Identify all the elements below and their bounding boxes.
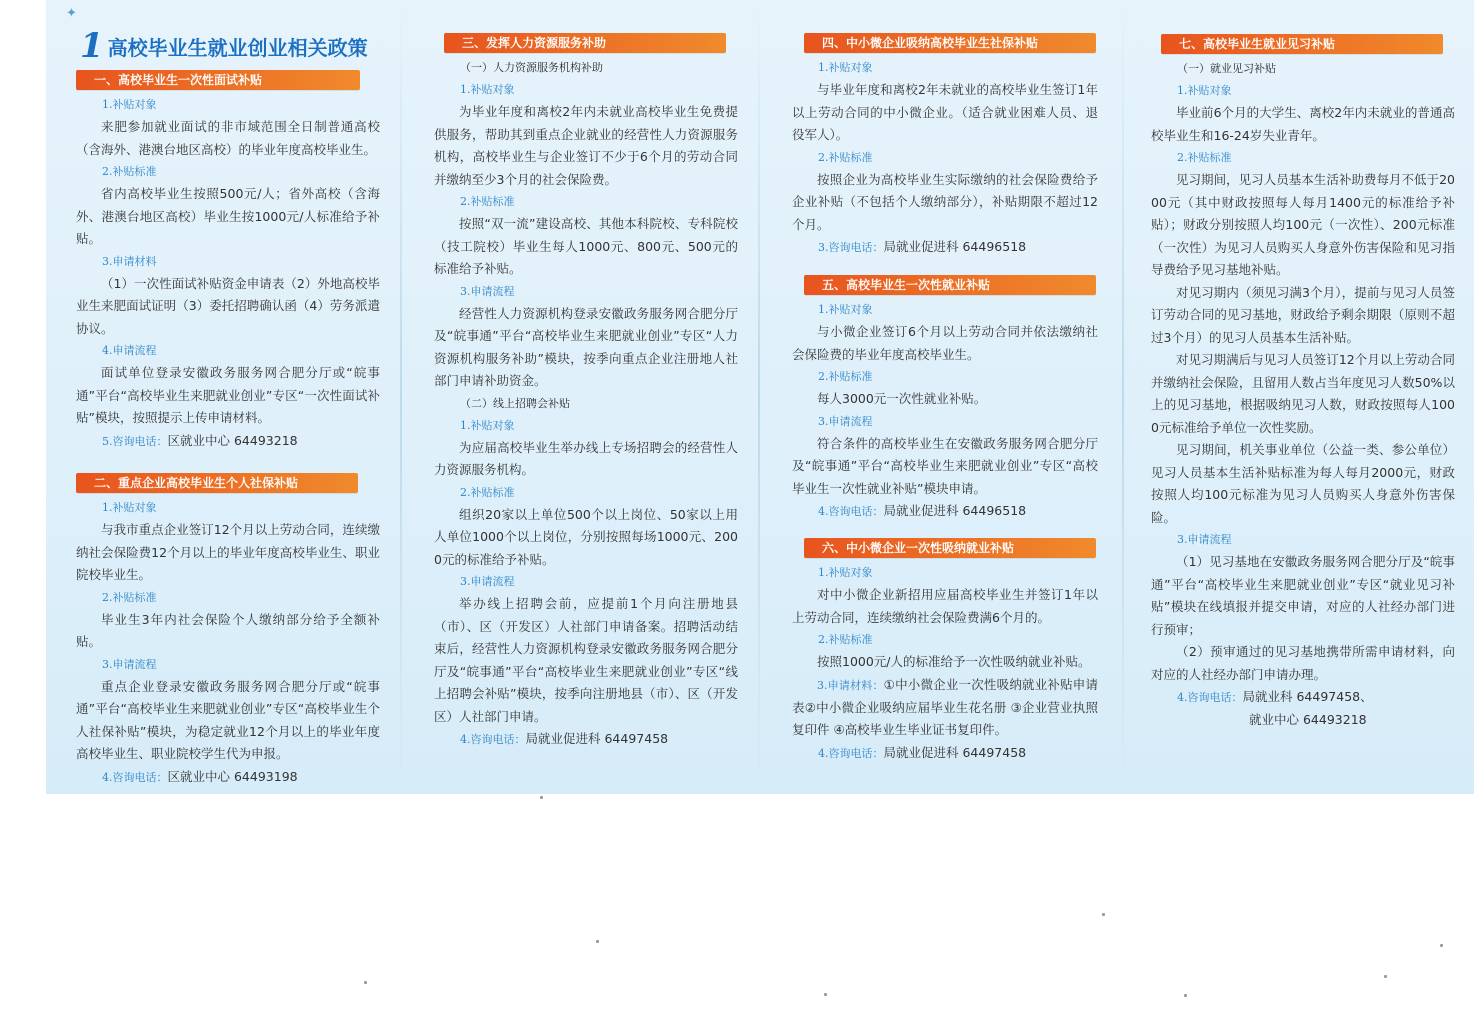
phone-label: 5.咨询电话：	[102, 434, 168, 448]
paragraph: 来肥参加就业面试的非市域范围全日制普通高校（含海外、港澳台地区高校）的毕业年度高校毕业生。	[76, 119, 380, 157]
title-number: 1	[80, 26, 104, 66]
phone-label: 4.咨询电话：	[818, 505, 884, 518]
subheading: 1.补贴对象	[818, 566, 873, 579]
consult-phone	[434, 728, 738, 751]
scan-speck	[540, 796, 543, 799]
phone-value: 局就业促进科 64496518	[883, 503, 1027, 518]
subheading: 2.补贴标准	[818, 633, 873, 646]
phone-label: 4.咨询电话：	[1177, 691, 1243, 704]
consult-phone-secondary: 就业中心 64493218	[1249, 712, 1367, 727]
paragraph: 毕业前6个月的大学生、离校2年内未就业的普通高校毕业生和16-24岁失业青年。	[1151, 105, 1455, 143]
phone-label: 4.咨询电话：	[102, 770, 168, 784]
subheading: 2.补贴标准	[102, 590, 157, 604]
phone-value: 局就业促进科 64497458	[525, 731, 669, 746]
dot-icon: ✦	[66, 6, 77, 21]
paragraph: 与小微企业签订6个月以上劳动合同并依法缴纳社会保险费的毕业年度高校毕业生。	[792, 324, 1098, 362]
section-header: 二、重点企业高校毕业生个人社保补贴	[76, 473, 358, 493]
paragraph: 重点企业登录安徽政务服务网合肥分厅或“皖事通”平台“高校毕业生来肥就业创业”专区“高校毕业生个人社保补贴”模块，为稳定就业12个月以上的毕业年度高校毕业生、职业院校学生代为申报。	[76, 678, 380, 761]
scan-speck	[1102, 913, 1105, 916]
title-text: 高校毕业生就业创业相关政策	[107, 35, 368, 60]
paragraph: 按照“双一流”建设高校、其他本科院校、专科院校（技工院校）毕业生每人1000元、800元、500元的标准给予补贴。	[434, 216, 738, 276]
column-4	[1151, 0, 1455, 794]
subheading: 1.补贴对象	[818, 303, 873, 316]
section-header: 六、中小微企业一次性吸纳就业补贴	[804, 538, 1096, 558]
subheading: 1.补贴对象	[460, 83, 515, 96]
section-one-time-employment	[792, 275, 1098, 523]
subheading: 2.补贴标准	[818, 150, 873, 164]
subheading: 3.申请流程	[1177, 533, 1232, 546]
phone-value: 区就业中心 64493218	[167, 432, 298, 448]
subheading: 2.补贴标准	[460, 195, 515, 208]
consult-phone	[792, 742, 1098, 765]
phone-value: 区就业中心 64493198	[167, 768, 298, 784]
paragraph: 每人3000元一次性就业补贴。	[817, 391, 987, 406]
phone-value: 局就业促进科 64497458	[883, 744, 1027, 760]
scan-speck	[1440, 944, 1443, 947]
column-1	[46, 0, 386, 794]
scan-speck	[596, 940, 599, 943]
subheading: 3.申请流程	[460, 575, 515, 588]
paragraph: 按照企业为高校毕业生实际缴纳的社会保险费给予企业补贴（不包括个人缴纳部分），补贴期限不超过12个月。	[792, 171, 1098, 232]
subsection-title: （一）人力资源服务机构补助	[460, 61, 603, 74]
paragraph: 为应届高校毕业生举办线上专场招聘会的经营性人力资源服务机构。	[434, 439, 738, 477]
section-sme-hiring-subsidy	[792, 538, 1098, 765]
subheading: 3.申请流程	[460, 284, 515, 298]
section-interview-subsidy	[76, 70, 380, 453]
phone-label: 4.咨询电话：	[460, 733, 526, 746]
consult-phone	[76, 766, 380, 789]
paragraph-text: ①中小微企业一次性吸纳就业补贴申请表②中小微企业吸纳应届毕业生花名册 ③企业营业执照复印件 ④高校毕业生毕业证书复印件。	[792, 676, 1098, 737]
paragraph: 面试单位登录安徽政务服务网合肥分厅或“皖事通”平台“高校毕业生来肥就业创业”专区“一次性面试补贴”模块，按照提示上传申请材料。	[76, 365, 380, 425]
consult-phone	[792, 500, 1098, 523]
scan-speck	[1184, 994, 1187, 997]
subheading: 2.补贴标准	[818, 370, 873, 383]
paragraph: 与我市重点企业签订12个月以上劳动合同，连续缴纳社会保险费12个月以上的毕业年度高校毕业生、职业院校毕业生。	[76, 522, 380, 582]
panel-fold-3	[1122, 0, 1124, 794]
paragraph: （1）见习基地在安徽政务服务网合肥分厅及“皖事通”平台“高校毕业生来肥就业创业”专区“就业见习补贴”模块在线填报并提交申请，对应的人社经办部门进行预审；	[1151, 554, 1455, 637]
scan-speck	[824, 993, 827, 996]
paragraph	[792, 674, 1098, 742]
subsection-title: （二）线上招聘会补贴	[460, 396, 570, 410]
column-2	[434, 0, 738, 794]
page-title	[80, 26, 368, 66]
paragraph: （2）预审通过的见习基地携带所需申请材料，向对应的人社经办部门申请办理。	[1151, 644, 1455, 682]
subheading: 1.补贴对象	[102, 98, 157, 111]
subheading: 2.补贴标准	[460, 485, 515, 499]
panel-fold-2	[758, 0, 760, 794]
section-sme-social-insurance	[792, 33, 1098, 259]
section-header: 七、高校毕业生就业见习补贴	[1161, 34, 1443, 54]
phone-value: 局就业科 64497458、	[1242, 689, 1373, 704]
paragraph: 对见习期内（须见习满3个月），提前与见习人员签订劳动合同的见习基地，财政给予剩余期限（原则不超过3个月）的见习人员基本生活补贴。	[1151, 284, 1455, 345]
section-internship-subsidy	[1151, 34, 1455, 731]
paragraph: 组织20家以上单位500个以上岗位、50家以上用人单位1000个以上岗位，分别按照每场1000元、2000元的标准给予补贴。	[434, 506, 738, 567]
subheading: 3.申请材料：	[817, 678, 884, 692]
subheading: 3.申请材料	[102, 254, 157, 268]
paragraph: （1）一次性面试补贴资金申请表（2）外地高校毕业生来肥面试证明（3）委托招聘确认函（4）劳务派遣协议。	[76, 275, 380, 336]
paragraph: 举办线上招聘会前，应提前1个月向注册地县（市）、区（开发区）人社部门申请备案。招聘活动结束后，经营性人力资源机构登录安徽政务服务网合肥分厅及“皖事通”平台“高校毕业生来肥就业创业”专区“线上招聘会补贴”模块，按季向注册地县（市）、区（开发区）人社部门申请。	[434, 596, 738, 724]
paragraph: 见习期间，见习人员基本生活补助费每月不低于2000元（其中财政按照每人每月1400元的标准给予补贴）；财政分别按照人均100元（一次性）、200元标准（一次性）为见习人员购买人身意外伤害保险和见习指导费给予见习基地补贴。	[1151, 172, 1455, 277]
subheading: 1.补贴对象	[1177, 84, 1232, 97]
paragraph: 对见习期满后与见习人员签订12个月以上劳动合同并缴纳社会保险，且留用人数占当年度见习人数50%以上的见习基地，根据吸纳见习人数，财政按照每人1000元标准给予单位一次性奖励。	[1151, 352, 1455, 435]
section-social-insurance-subsidy	[76, 473, 380, 789]
brochure-sheet	[46, 0, 1474, 794]
consult-phone	[792, 236, 1098, 259]
subheading: 1.补贴对象	[460, 418, 515, 432]
section-header: 四、中小微企业吸纳高校毕业生社保补贴	[804, 33, 1096, 53]
paragraph: 经营性人力资源机构登录安徽政务服务网合肥分厅及“皖事通”平台“高校毕业生来肥就业创业”专区“人力资源机构服务补助”模块，按季向重点企业注册地人社部门申请补助资金。	[434, 305, 738, 388]
phone-value: 局就业促进科 64496518	[883, 239, 1027, 254]
subheading: 3.申请流程	[102, 657, 157, 671]
scan-speck	[1384, 975, 1387, 978]
subheading: 1.补贴对象	[102, 501, 157, 514]
paragraph: 为毕业年度和离校2年内未就业高校毕业生免费提供服务，帮助其到重点企业就业的经营性人力资源服务机构，高校毕业生与企业签订不少于6个月的劳动合同并缴纳至少3个月的社会保险费。	[434, 104, 738, 187]
phone-label: 3.咨询电话：	[818, 241, 884, 254]
paragraph: 与毕业年度和离校2年未就业的高校毕业生签订1年以上劳动合同的中小微企业。（适合就业困难人员、退役军人）。	[792, 82, 1098, 142]
subheading: 1.补贴对象	[818, 61, 873, 74]
subheading: 3.申请流程	[818, 414, 873, 428]
section-hr-service-subsidy	[434, 33, 738, 751]
subheading: 2.补贴标准	[1177, 151, 1232, 164]
subheading: 2.补贴标准	[102, 165, 157, 178]
section-header: 一、高校毕业生一次性面试补贴	[76, 70, 360, 90]
section-header: 五、高校毕业生一次性就业补贴	[804, 275, 1096, 295]
paragraph: 见习期间，机关事业单位（公益一类、参公单位）见习人员基本生活补贴标准为每人每月2000元，财政按照人均100元标准为见习人员购买人身意外伤害保险。	[1151, 442, 1455, 525]
paragraph: 对中小微企业新招用应届高校毕业生并签订1年以上劳动合同，连续缴纳社会保险费满6个月的。	[792, 587, 1098, 625]
column-3	[792, 0, 1098, 794]
scan-speck	[364, 981, 367, 984]
paragraph: 符合条件的高校毕业生在安徽政务服务网合肥分厅及“皖事通”平台“高校毕业生来肥就业创业”专区“高校毕业生一次性就业补贴”模块申请。	[792, 435, 1098, 496]
section-header: 三、发挥人力资源服务补助	[444, 33, 726, 53]
subheading: 4.申请流程	[102, 344, 157, 357]
panel-fold-1	[400, 0, 402, 794]
paragraph: 省内高校毕业生按照500元/人；省外高校（含海外、港澳台地区高校）毕业生按1000元/人标准给予补贴。	[76, 186, 380, 246]
consult-phone	[1151, 686, 1455, 709]
consult-phone	[76, 430, 380, 453]
paragraph: 按照1000元/人的标准给予一次性吸纳就业补贴。	[817, 654, 1091, 669]
paragraph: 毕业生3年内社会保险个人缴纳部分给予全额补贴。	[76, 611, 380, 649]
phone-label: 4.咨询电话：	[818, 746, 884, 760]
subsection-title: （一）就业见习补贴	[1177, 62, 1276, 75]
